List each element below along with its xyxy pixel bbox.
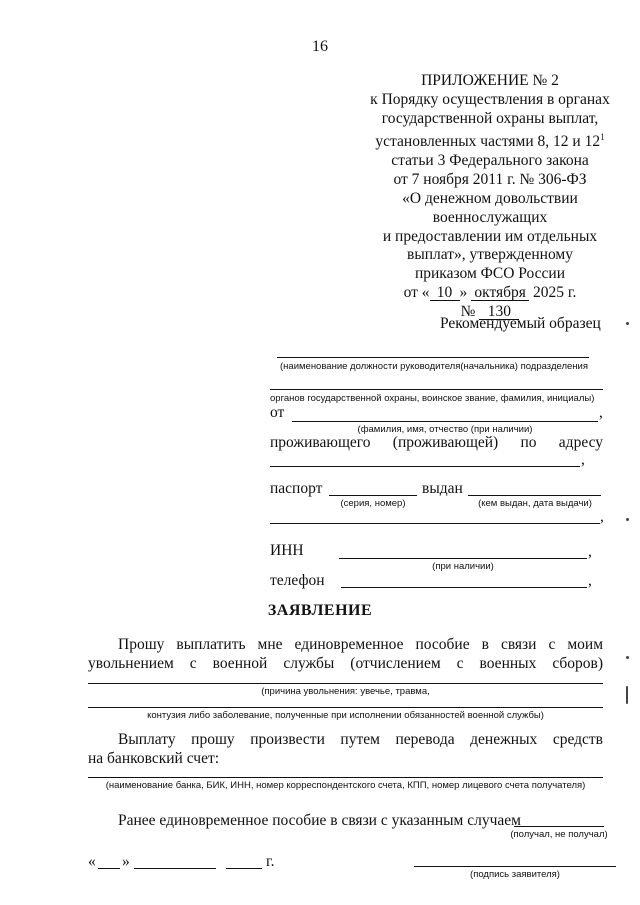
scan-mark: [626, 686, 628, 704]
word: военных: [479, 655, 537, 672]
word: (отчислением: [350, 655, 441, 672]
word: прошу: [191, 731, 235, 748]
appendix-line-text: установленных частями 8, 12 и 12: [375, 133, 601, 151]
comma: ,: [581, 451, 585, 468]
phone-input-line[interactable]: [341, 587, 587, 588]
appendix-line: [330, 128, 640, 152]
inn-input-line[interactable]: [339, 558, 587, 559]
statement-paragraph-2-line-2: на банковский счет:: [88, 750, 220, 767]
word: мне: [257, 636, 283, 653]
residing-word: (проживающей): [392, 434, 499, 451]
residing-word: адресу: [558, 434, 604, 451]
from-label: от: [270, 404, 285, 421]
word: увольнением: [88, 655, 174, 672]
statement-paragraph-1-line-1: [118, 636, 603, 654]
inn-hint: (при наличии): [432, 561, 494, 572]
appendix-title: ПРИЛОЖЕНИЕ № 2: [421, 72, 559, 89]
issued-hint: (кем выдан, дата выдачи): [478, 498, 592, 509]
passport-label: паспорт: [270, 480, 323, 497]
reason-continuation-line[interactable]: [88, 707, 603, 708]
word: Прошу: [118, 636, 165, 653]
passport-continuation-line[interactable]: [270, 523, 600, 524]
order-date: [330, 284, 640, 303]
passport-issued-line[interactable]: [468, 495, 601, 496]
word: средств: [552, 731, 603, 748]
scan-mark: [626, 656, 629, 659]
date-open-quote: «: [88, 853, 96, 870]
word: службы: [283, 655, 335, 672]
word: единовременное: [294, 636, 404, 653]
previous-benefit-text: Ранее единовременное пособие в связи с указанным случаем: [118, 812, 521, 829]
word: перевода: [395, 731, 455, 748]
inn-label: ИНН: [270, 542, 304, 559]
appendix-line: и предоставлении им отдельных: [382, 227, 598, 245]
scan-mark: [626, 518, 629, 521]
reason-hint: (причина увольнения: увечье, травма,: [261, 686, 430, 697]
residing-word: проживающего: [270, 434, 371, 451]
previous-benefit-hint: (получал, не получал): [510, 829, 608, 840]
bank-hint: (наименование банка, БИК, ИНН, номер корреспондентского счета, КПП, номер лицевого счета получателя): [105, 780, 586, 791]
order-quote: »: [459, 283, 468, 301]
word: сборов): [552, 655, 604, 672]
date-day-line[interactable]: [98, 868, 120, 869]
organ-hint: органов государственной охраны, воинское звание, фамилия, инициалы): [270, 393, 595, 404]
date-year-suffix: г.: [266, 853, 275, 870]
comma: ,: [588, 543, 592, 560]
word: пособие: [415, 636, 470, 653]
superscript: 1: [600, 132, 605, 143]
organ-input-line[interactable]: [270, 389, 603, 390]
applicant-name-line[interactable]: [292, 421, 598, 422]
date-month-line[interactable]: [134, 868, 216, 869]
passport-series-line[interactable]: [329, 495, 417, 496]
series-hint: (серия, номер): [340, 498, 406, 509]
residing-line: [270, 434, 603, 452]
injury-hint: контузия либо заболевание, полученные при исполнении обязанностей военной службы): [147, 710, 544, 721]
word: денежных: [470, 731, 538, 748]
address-input-line[interactable]: [270, 466, 580, 467]
signature-hint: (подпись заявителя): [470, 869, 560, 880]
appendix-line: военнослужащих: [432, 208, 548, 226]
word: с: [548, 636, 556, 653]
previous-benefit-input-line[interactable]: [514, 826, 604, 827]
comma: ,: [588, 572, 592, 589]
appendix-line: к Порядку осуществления в органах: [370, 90, 610, 108]
reason-input-line[interactable]: [88, 683, 603, 684]
statement-title: ЗАЯВЛЕНИЕ: [267, 602, 373, 619]
appendix-line: выплат», утвержденному: [407, 246, 573, 264]
order-year: 2025 г.: [533, 283, 577, 301]
appendix-line: «О денежном довольствии: [402, 189, 578, 207]
word: связи: [500, 636, 537, 653]
comma: ,: [599, 404, 603, 421]
word: путем: [340, 731, 380, 748]
order-number-label: №: [460, 302, 476, 320]
comma: ,: [600, 508, 604, 525]
statement-paragraph-1-line-2: [88, 655, 603, 673]
word: военной: [212, 655, 268, 672]
order-month: октября: [471, 285, 529, 301]
position-input-line[interactable]: [277, 357, 589, 358]
date-year-line[interactable]: [226, 868, 262, 869]
residing-word: по: [520, 434, 537, 451]
appendix-line: приказом ФСО России: [414, 265, 566, 283]
appendix-line: от 7 ноября 2011 г. № 306-ФЗ: [393, 171, 587, 189]
date-close-quote: »: [122, 853, 130, 870]
appendix-line: статьи 3 Федерального закона: [391, 152, 589, 170]
word: с: [456, 655, 464, 672]
scan-mark: [626, 322, 629, 325]
page-number: 16: [312, 38, 328, 55]
word: Выплату: [118, 731, 176, 748]
order-day: 10: [430, 285, 460, 301]
bank-details-input-line[interactable]: [88, 777, 603, 778]
name-hint: (фамилия, имя, отчество (при наличии): [357, 424, 533, 435]
word: с: [189, 655, 197, 672]
statement-paragraph-2-line-1: [118, 731, 603, 749]
phone-label: телефон: [270, 572, 325, 589]
word: выплатить: [176, 636, 246, 653]
sample-label: Рекомендуемый образец: [440, 315, 601, 332]
word: моим: [567, 636, 604, 653]
word: в: [481, 636, 489, 653]
position-hint: (наименование должности руководителя(начальника) подразделения: [280, 361, 588, 372]
appendix-header: [330, 72, 640, 322]
order-number-value: 130: [479, 304, 519, 320]
issued-label: выдан: [422, 480, 463, 497]
order-from-label: от «: [403, 283, 430, 301]
signature-line[interactable]: [414, 866, 616, 867]
word: произвести: [250, 731, 325, 748]
appendix-line: государственной охраны выплат,: [381, 109, 599, 127]
